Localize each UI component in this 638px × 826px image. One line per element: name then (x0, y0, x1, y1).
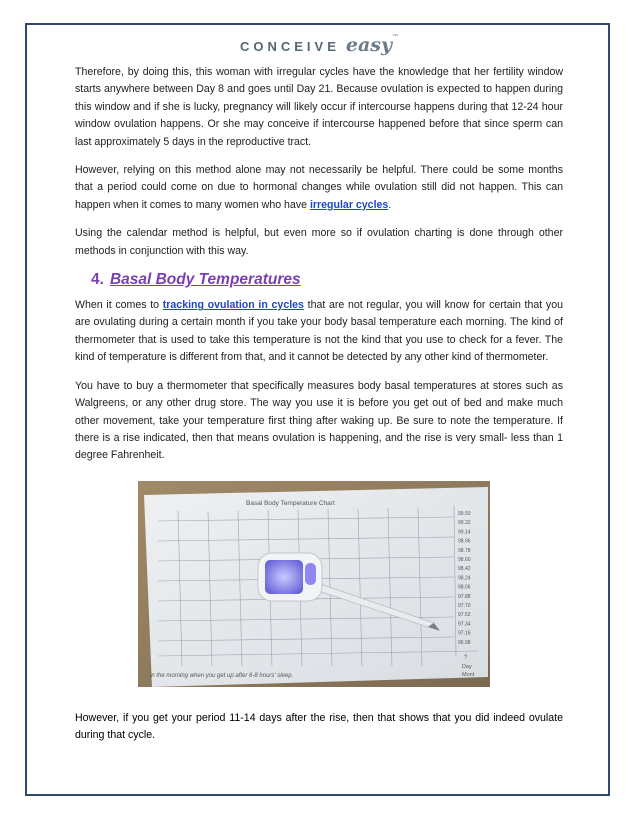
temp-label: 97.16 (458, 630, 471, 637)
temp-label: 98.96 (458, 538, 471, 545)
month-label-text: Mont (462, 672, 475, 678)
temp-label: 98.60 (458, 557, 471, 563)
chart-title-text: Basal Body Temperature Chart (246, 500, 335, 507)
paragraph-tracking-ovulation (75, 297, 563, 367)
paragraph-buy-thermometer: You have to buy a thermometer that specifically measures body basal temperatures at stores such as Walgreens, or any other drug store. The way you use it is before you get out of bed and make much other movement, take your temperature first thing after waking up. Be sure to note the temperature. If there is a rise indicated, then that means ovulation is happening, and the rise is very small- less than 1 degree Fahrenheit. (75, 379, 563, 462)
brand-suffix: easy (345, 34, 393, 56)
brand-logo (0, 34, 638, 56)
section-number: 4. (91, 271, 104, 289)
irregular-cycles-link[interactable]: irregular cycles (309, 198, 389, 211)
temp-label: 97.52 (458, 612, 471, 619)
section-title[interactable]: Basal Body Temperatures (109, 271, 301, 289)
temp-label: 97.70 (458, 603, 471, 609)
day-label-text: Day (462, 664, 472, 670)
paragraph-fertility-window: Therefore, by doing this, this woman with irregular cycles have the knowledge that her fertility window starts anywhere between Day 8 and goes until Day 21. Because ovulation is expected to happen during this window and if she is lucky, pregnancy will likely occur if intercourse happens during that 12-24 hour window ovulation happens. Or she may conceive if intercourse happened before that since sperm can last approximately 5 days in the reproductive tract. (75, 66, 563, 148)
closing-section (75, 710, 563, 756)
temp-label: 99.50 (458, 511, 471, 517)
temp-label: 99.32 (458, 520, 471, 527)
paragraph-method-limits (75, 162, 563, 214)
temp-label: 96.98 (458, 639, 471, 646)
temp-label: 97.34 (458, 621, 471, 628)
paragraph-text: . (388, 198, 392, 211)
temp-label: 98.78 (458, 547, 471, 554)
paragraph-ovulation-confirmation: However, if you get your period 11-14 days after the rise, then that shows that you did indeed ovulate during that cycle. (75, 712, 563, 742)
brand-prefix: CONCEIVE (239, 39, 340, 54)
brand-trademark: ™ (392, 34, 399, 40)
temp-label: 99.14 (458, 529, 471, 536)
paragraph-text: However, relying on this method alone may not necessarily be helpful. There could be some months that a period could come on due to hormonal changes while ovulation still did not happen. This can happen when it comes to many women who have (75, 164, 563, 211)
article-body (75, 64, 563, 476)
section-heading (91, 271, 563, 289)
temp-label: 97.88 (458, 593, 471, 600)
temp-label: 98.42 (458, 566, 471, 573)
chart-footer-text: in the morning when you get up after 6-8 hours' sleep. (150, 673, 294, 679)
tracking-ovulation-link[interactable]: tracking ovulation in cycles (162, 299, 304, 312)
temp-label: 98.24 (458, 575, 471, 582)
paragraph-calendar-method: Using the calendar method is helpful, but even more so if ovulation charting is done through other methods in conjunction with this way. (75, 227, 563, 257)
temp-label: 98.06 (458, 584, 471, 591)
paragraph-text: When it comes to (75, 299, 163, 312)
question-mark-text: ? (464, 655, 468, 661)
paragraph-text: that are not regular, you will know for certain that you are ovulating during a certain month if you take your body basal temperature each morning. The kind of thermometer that is used to take this temperature is not the kind that you use to check for a fever. The kind of temperature is different from that, and it cannot be detected by any other kind of thermometer. (75, 299, 563, 364)
thermometer-photo (138, 481, 490, 687)
